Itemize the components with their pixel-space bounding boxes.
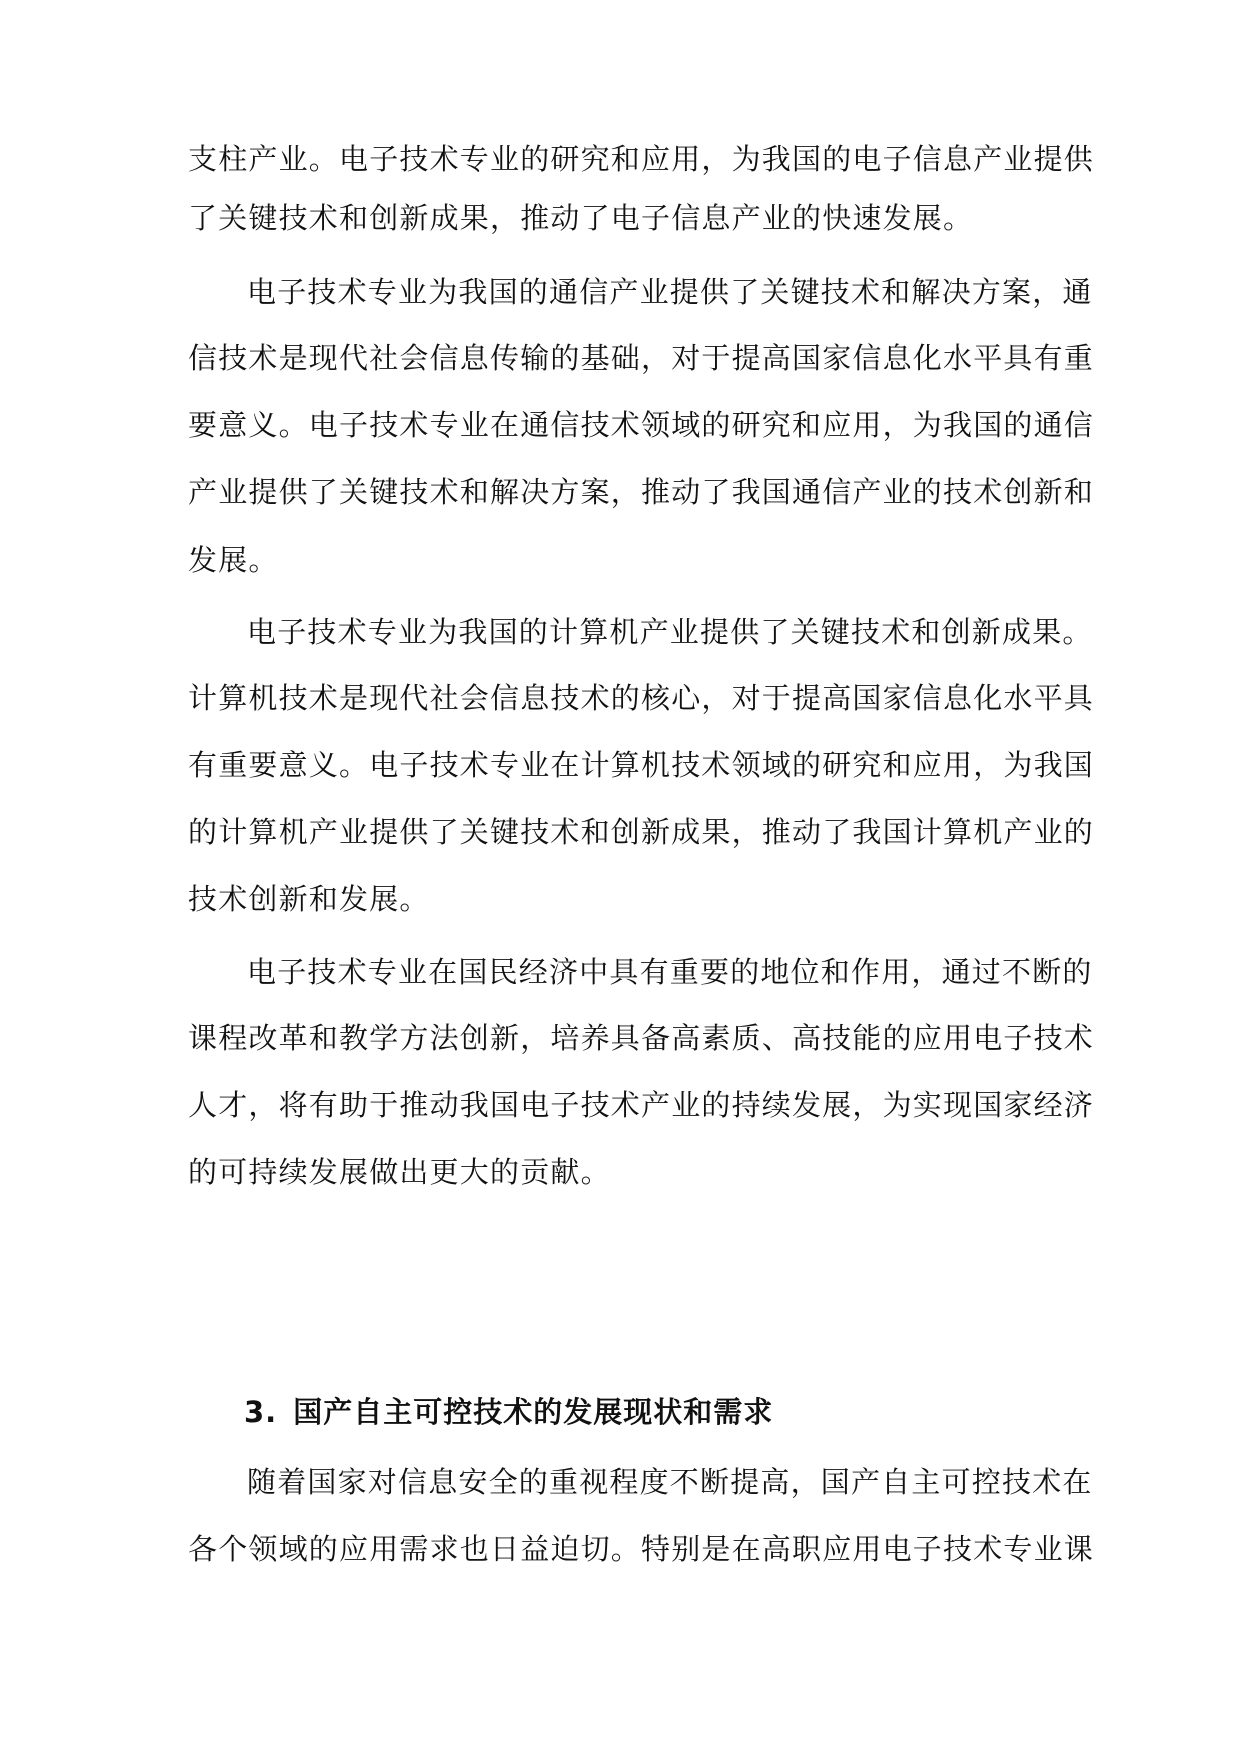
paragraph-4-line-1: 电子技术专业在国民经济中具有重要的地位和作用，通过不断的 <box>247 955 1093 989</box>
paragraph-2-line-2: 信技术是现代社会信息传输的基础，对于提高国家信息化水平具有重 <box>188 341 1095 375</box>
paragraph-3-line-1: 电子技术专业为我国的计算机产业提供了关键技术和创新成果。 <box>247 615 1093 649</box>
paragraph-3-line-3: 有重要意义。电子技术专业在计算机技术领域的研究和应用，为我国 <box>188 748 1095 782</box>
section-heading <box>244 1392 773 1432</box>
paragraph-4-line-3: 人才，将有助于推动我国电子技术产业的持续发展，为实现国家经济 <box>188 1088 1095 1122</box>
paragraph-2-line-4: 产业提供了关键技术和解决方案，推动了我国通信产业的技术创新和 <box>188 475 1095 509</box>
paragraph-2-line-1: 电子技术专业为我国的通信产业提供了关键技术和解决方案，通 <box>247 275 1093 309</box>
paragraph-4-line-2: 课程改革和教学方法创新，培养具备高素质、高技能的应用电子技术 <box>188 1021 1095 1055</box>
section-title: 国产自主可控技术的发展现状和需求 <box>293 1395 774 1429</box>
paragraph-3-line-5: 技术创新和发展。 <box>188 882 430 916</box>
paragraph-1-line-2: 了关键技术和创新成果，推动了电子信息产业的快速发展。 <box>188 201 974 235</box>
paragraph-5-line-1: 随着国家对信息安全的重视程度不断提高，国产自主可控技术在 <box>247 1465 1093 1499</box>
paragraph-2-line-3: 要意义。电子技术专业在通信技术领域的研究和应用，为我国的通信 <box>188 408 1095 442</box>
paragraph-4-line-4: 的可持续发展做出更大的贡献。 <box>188 1155 611 1189</box>
paragraph-3-line-2: 计算机技术是现代社会信息技术的核心，对于提高国家信息化水平具 <box>188 681 1095 715</box>
section-number: 3. <box>244 1395 278 1429</box>
paragraph-1-line-1: 支柱产业。电子技术专业的研究和应用，为我国的电子信息产业提供 <box>188 142 1095 176</box>
paragraph-2-line-5: 发展。 <box>188 543 279 577</box>
paragraph-3-line-4: 的计算机产业提供了关键技术和创新成果，推动了我国计算机产业的 <box>188 815 1095 849</box>
paragraph-5-line-2: 各个领域的应用需求也日益迫切。特别是在高职应用电子技术专业课 <box>188 1532 1095 1566</box>
